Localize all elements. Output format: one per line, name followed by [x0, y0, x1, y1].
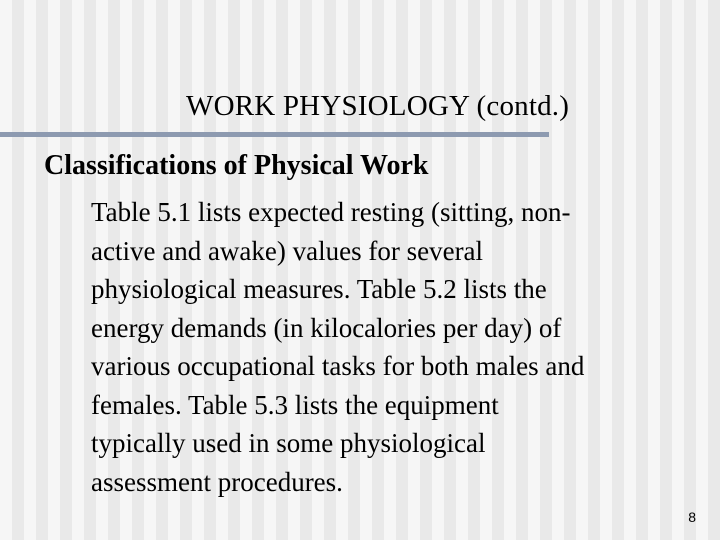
body-line: assessment procedures. — [91, 466, 343, 497]
body-line: various occupational tasks for both males and — [91, 351, 585, 381]
body-line: typically used in some physiological — [91, 428, 486, 458]
body-line: energy demands (in kilocalories per day) of — [91, 312, 562, 343]
body-line: physiological measures. Table 5.2 lists the — [91, 274, 547, 304]
body-line: Table 5.1 lists expected resting (sitting, non- — [91, 197, 571, 227]
section-heading: Classifications of Physical Work — [44, 150, 429, 181]
body-line: females. Table 5.3 lists the equipment — [91, 389, 499, 420]
body-line: active and awake) values for several — [91, 235, 484, 266]
title-underline-rule — [0, 132, 549, 137]
body-paragraph — [91, 193, 691, 501]
page-number: 8 — [688, 509, 696, 525]
slide-title: WORK PHYSIOLOGY (contd.) — [186, 90, 570, 122]
